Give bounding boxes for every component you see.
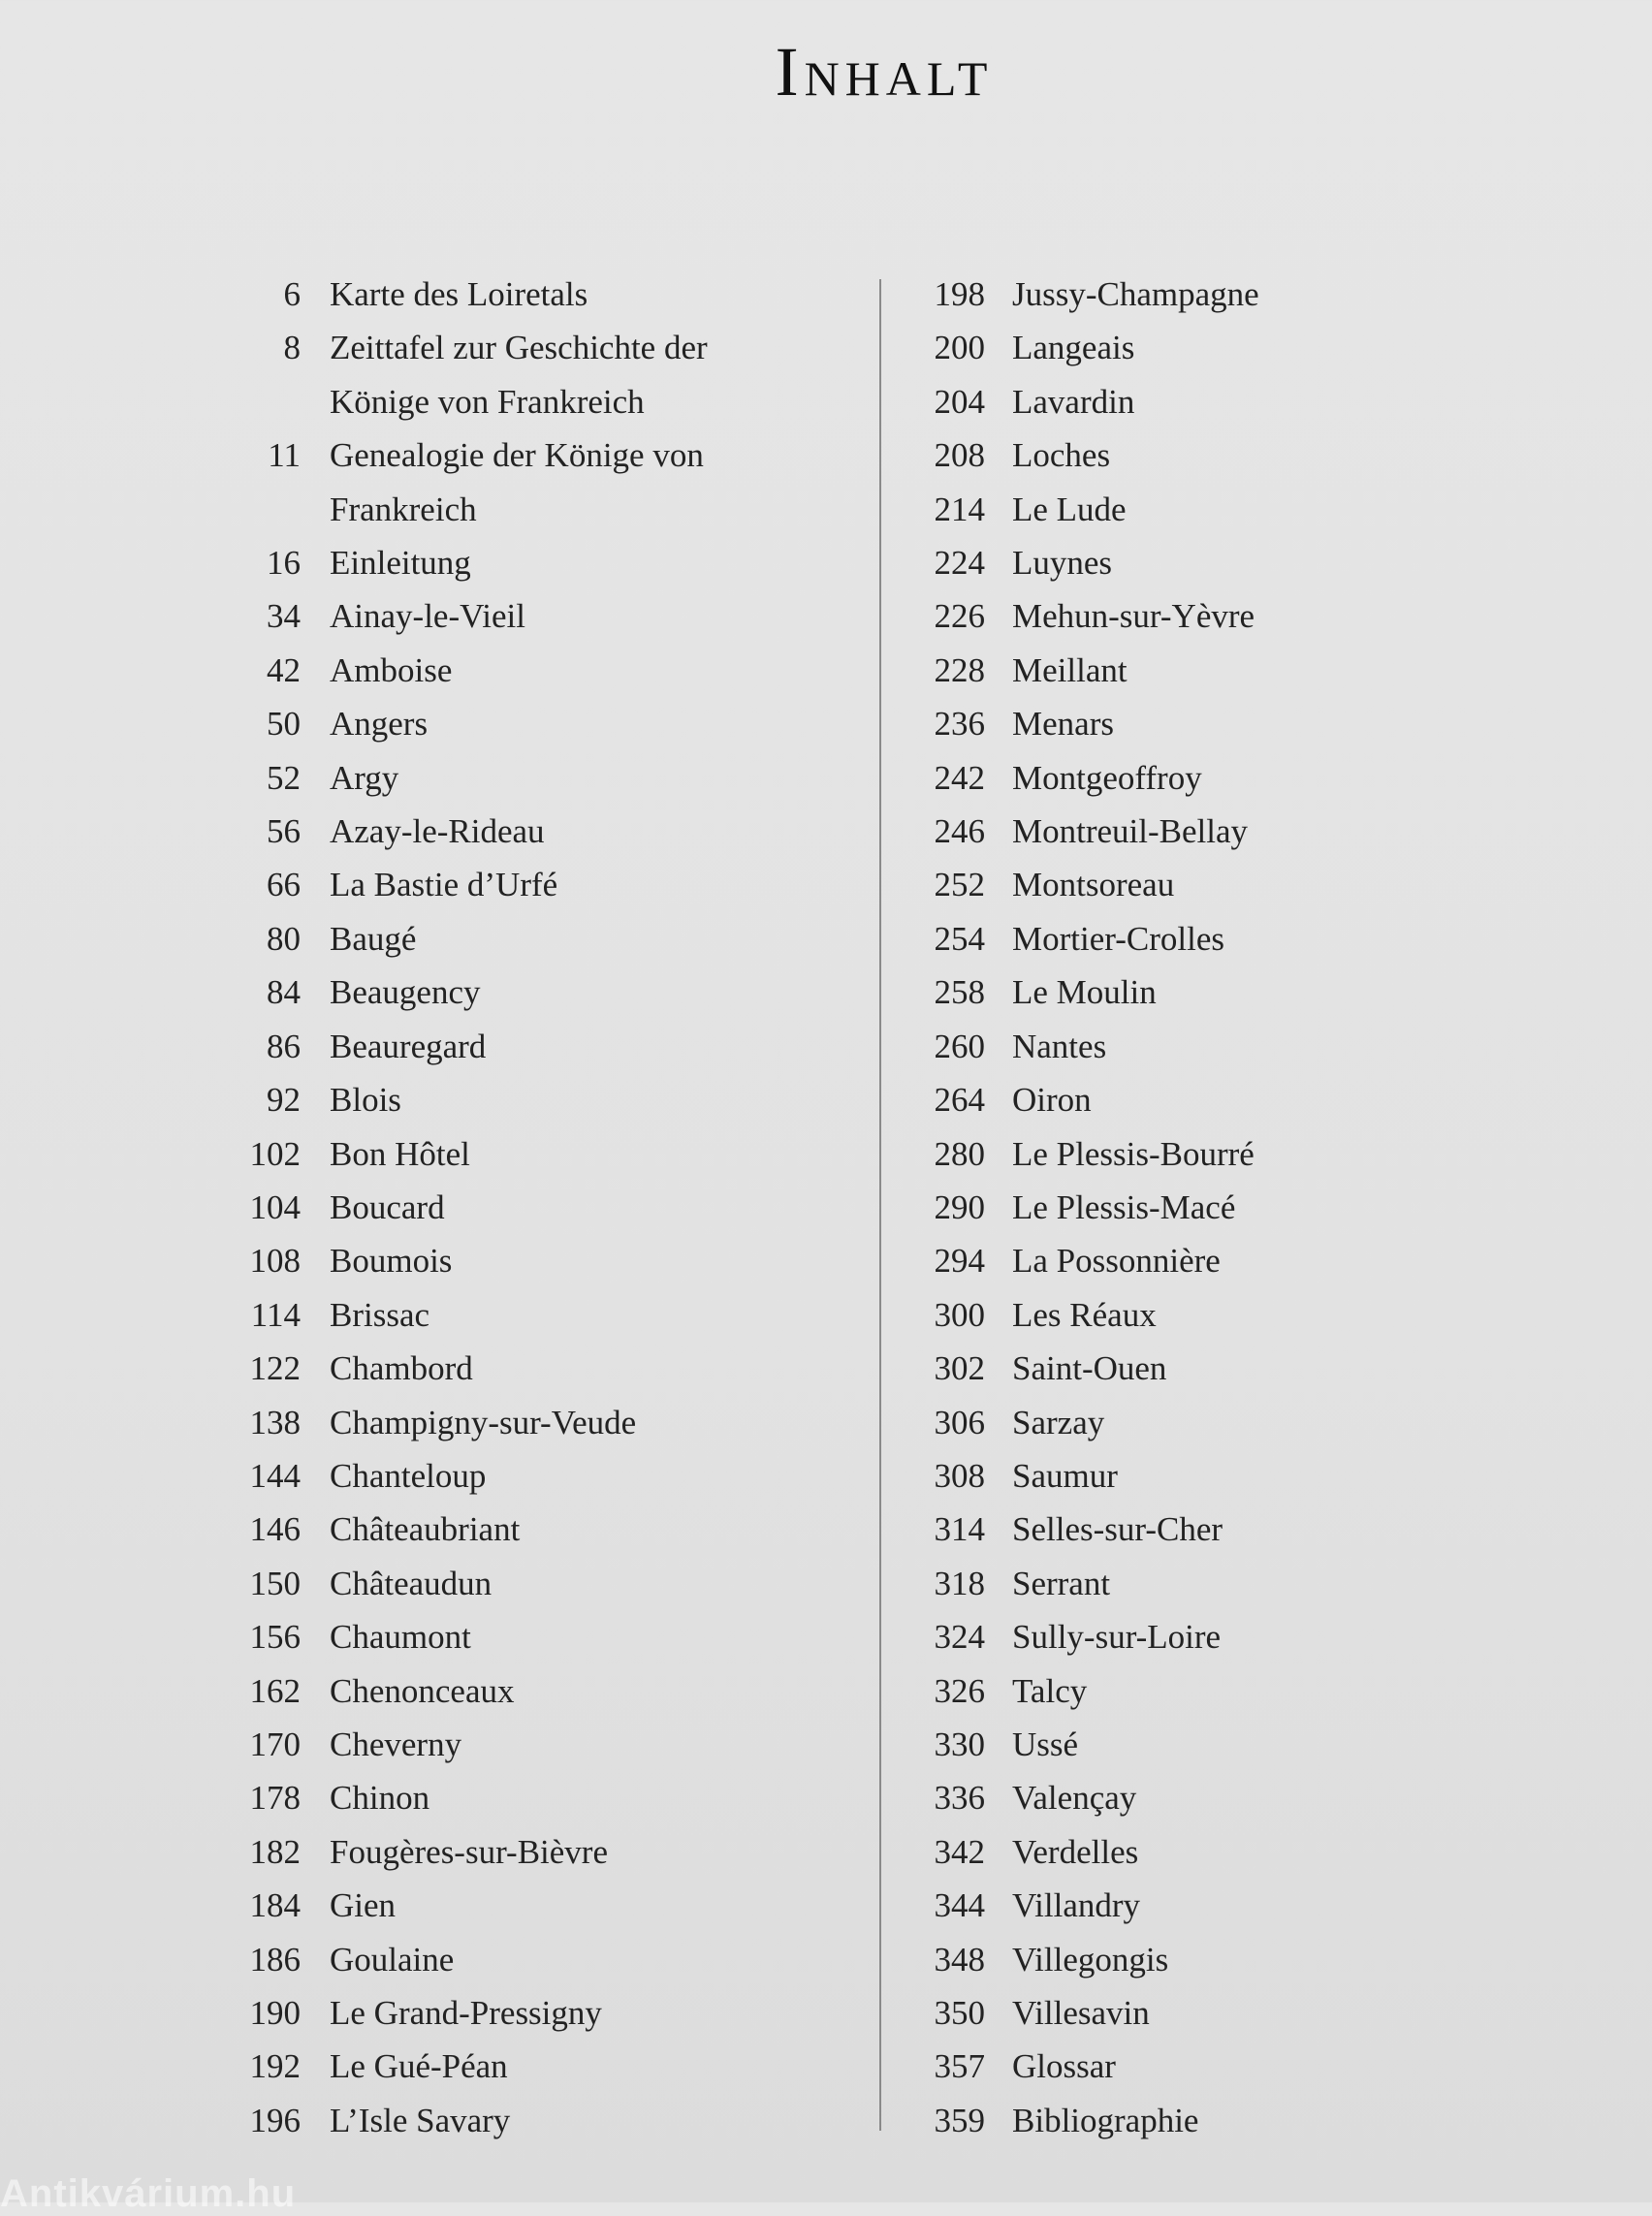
- toc-entry: [238, 1020, 859, 1073]
- toc-page-number: 52: [267, 758, 301, 797]
- toc-page-number: 254: [934, 919, 985, 958]
- toc-entry: [238, 268, 859, 321]
- toc-page-number: 280: [934, 1134, 985, 1173]
- toc-entry-title: Saint-Ouen: [1012, 1349, 1167, 1388]
- toc-entry-title: Villandry: [1012, 1886, 1141, 1925]
- toc-entry: [238, 912, 859, 966]
- toc-entry-title: Gien: [330, 1886, 397, 1925]
- toc-entry: [902, 1020, 1445, 1073]
- toc-right-column: [902, 268, 1445, 2147]
- toc-page-number: 86: [267, 1027, 301, 1065]
- toc-entry-title: Chaumont: [330, 1618, 471, 1657]
- toc-entry-title: Zeittafel zur Geschichte der: [330, 329, 708, 367]
- toc-page-number: 308: [934, 1456, 985, 1495]
- toc-entry-continuation: [238, 375, 859, 428]
- toc-page-number: 198: [934, 275, 985, 313]
- toc-entry: [238, 1181, 859, 1234]
- toc-page-number: 260: [934, 1027, 985, 1065]
- toc-entry: [902, 1610, 1445, 1663]
- toc-page-number: 84: [267, 973, 301, 1012]
- toc-entry: [902, 966, 1445, 1019]
- toc-page-number: 34: [267, 597, 301, 636]
- watermark-logo: Antikvárium.hu: [0, 2172, 297, 2215]
- toc-entry-title: Le Gué-Péan: [330, 2047, 508, 2086]
- toc-entry-title: Fougères-sur-Bièvre: [330, 1832, 608, 1871]
- toc-entry-title: Verdelles: [1012, 1832, 1139, 1871]
- toc-entry: [238, 1449, 859, 1503]
- toc-page-number: 242: [934, 758, 985, 797]
- toc-page-number: 336: [934, 1779, 985, 1818]
- toc-entry-title: Villegongis: [1012, 1940, 1169, 1979]
- toc-page-number: 342: [934, 1832, 985, 1871]
- toc-entry-title: Montsoreau: [1012, 866, 1175, 904]
- toc-entry-title: Ainay-le-Vieil: [330, 597, 525, 636]
- toc-entry-title: Loches: [1012, 436, 1111, 475]
- toc-entry: [902, 1396, 1445, 1449]
- toc-entry: [902, 858, 1445, 911]
- toc-entry-title: Châteaudun: [330, 1564, 492, 1602]
- toc-entry-title: Azay-le-Rideau: [330, 812, 545, 851]
- toc-entry-title: Saumur: [1012, 1456, 1118, 1495]
- toc-entry: [238, 1234, 859, 1287]
- toc-entry: [902, 1879, 1445, 1932]
- toc-page-number: 204: [934, 382, 985, 421]
- toc-page-number: 138: [249, 1403, 301, 1441]
- toc-entry: [238, 1503, 859, 1556]
- toc-entry-title: Frankreich: [330, 490, 477, 528]
- toc-page-number: 122: [249, 1349, 301, 1388]
- toc-entry: [238, 589, 859, 643]
- toc-page-number: 236: [934, 705, 985, 744]
- toc-entry-title: Bibliographie: [1012, 2101, 1199, 2139]
- toc-entry: [238, 1771, 859, 1824]
- toc-page-number: 162: [249, 1671, 301, 1710]
- toc-entry-title: La Bastie d’Urfé: [330, 866, 558, 904]
- toc-page-number: 224: [934, 544, 985, 583]
- toc-page-number: 300: [934, 1295, 985, 1334]
- toc-entry: [238, 2040, 859, 2093]
- toc-entry: [238, 428, 859, 482]
- toc-entry-title: Amboise: [330, 650, 453, 689]
- toc-page-number: 156: [249, 1618, 301, 1657]
- toc-entry: [902, 589, 1445, 643]
- toc-entry-title: Valençay: [1012, 1779, 1137, 1818]
- toc-entry: [902, 1449, 1445, 1503]
- toc-page-number: 357: [934, 2047, 985, 2086]
- toc-entry: [902, 428, 1445, 482]
- toc-entry: [238, 1288, 859, 1342]
- toc-page-number: 104: [249, 1187, 301, 1226]
- toc-page-number: 348: [934, 1940, 985, 1979]
- toc-entry-title: Le Plessis-Bourré: [1012, 1134, 1255, 1173]
- toc-entry-title: Boucard: [330, 1187, 445, 1226]
- toc-entry: [902, 644, 1445, 697]
- toc-entry: [902, 1073, 1445, 1126]
- toc-page-number: 252: [934, 866, 985, 904]
- toc-entry: [902, 697, 1445, 750]
- toc-entry-title: Sully-sur-Loire: [1012, 1618, 1222, 1657]
- toc-page-number: 80: [267, 919, 301, 958]
- toc-entry: [902, 1986, 1445, 2040]
- toc-entry: [238, 1396, 859, 1449]
- toc-entry-title: Argy: [330, 758, 399, 797]
- toc-entry-title: Le Moulin: [1012, 973, 1157, 1012]
- toc-page-number: 326: [934, 1671, 985, 1710]
- toc-entry-title: Brissac: [330, 1295, 430, 1334]
- toc-entry-title: Serrant: [1012, 1564, 1111, 1602]
- toc-entry: [902, 1127, 1445, 1181]
- toc-entry-title: Chinon: [330, 1779, 430, 1818]
- toc-entry-title: Lavardin: [1012, 382, 1135, 421]
- toc-page-number: 8: [283, 329, 301, 367]
- toc-entry-title: Le Grand-Pressigny: [330, 1994, 602, 2032]
- toc-page-number: 350: [934, 1994, 985, 2032]
- toc-entry-title: Beauregard: [330, 1027, 487, 1065]
- toc-entry: [902, 1503, 1445, 1556]
- toc-entry-title: Nantes: [1012, 1027, 1107, 1065]
- toc-entry: [902, 1234, 1445, 1287]
- toc-entry-title: Glossar: [1012, 2047, 1116, 2086]
- toc-entry: [902, 2040, 1445, 2093]
- toc-entry-title: Luynes: [1012, 544, 1113, 583]
- toc-page-number: 186: [249, 1940, 301, 1979]
- toc-entry: [238, 1933, 859, 1986]
- toc-entry: [902, 805, 1445, 858]
- toc-entry: [902, 1718, 1445, 1771]
- toc-entry: [238, 2094, 859, 2147]
- toc-entry-title: Bon Hôtel: [330, 1134, 470, 1173]
- toc-entry: [238, 1127, 859, 1181]
- toc-entry-title: Le Plessis-Macé: [1012, 1187, 1236, 1226]
- toc-page-number: 294: [934, 1242, 985, 1281]
- toc-entry: [238, 536, 859, 589]
- toc-entry: [238, 805, 859, 858]
- toc-entry: [902, 1771, 1445, 1824]
- toc-entry-title: Villesavin: [1012, 1994, 1150, 2032]
- toc-entry-title: Chambord: [330, 1349, 473, 1388]
- toc-page-number: 6: [283, 275, 301, 313]
- toc-entry: [902, 751, 1445, 805]
- toc-page-number: 246: [934, 812, 985, 851]
- toc-entry-title: Blois: [330, 1081, 401, 1120]
- toc-page-number: 226: [934, 597, 985, 636]
- toc-entry-title: Beaugency: [330, 973, 481, 1012]
- toc-page-number: 196: [249, 2101, 301, 2139]
- toc-entry: [238, 751, 859, 805]
- toc-entry-title: Einleitung: [330, 544, 471, 583]
- toc-entry-title: Le Lude: [1012, 490, 1127, 528]
- toc-entry-title: Mortier-Crolles: [1012, 919, 1224, 958]
- toc-entry: [238, 1073, 859, 1126]
- toc-page-number: 359: [934, 2101, 985, 2139]
- toc-entry-title: Montreuil-Bellay: [1012, 812, 1249, 851]
- toc-entry-title: Angers: [330, 705, 429, 744]
- toc-page-number: 258: [934, 973, 985, 1012]
- toc-entry-title: Menars: [1012, 705, 1114, 744]
- toc-page-number: 16: [267, 544, 301, 583]
- toc-page-number: 192: [249, 2047, 301, 2086]
- toc-entry-title: Meillant: [1012, 650, 1128, 689]
- toc-entry: [238, 1664, 859, 1718]
- toc-entry: [902, 536, 1445, 589]
- toc-entry: [902, 1664, 1445, 1718]
- toc-entry-continuation: [238, 483, 859, 536]
- toc-entry: [902, 1933, 1445, 1986]
- toc-entry: [902, 1557, 1445, 1610]
- toc-entry: [238, 1879, 859, 1932]
- toc-page-number: 200: [934, 329, 985, 367]
- toc-entry: [902, 1342, 1445, 1395]
- toc-entry-title: Talcy: [1012, 1671, 1088, 1710]
- toc-entry-title: Cheverny: [330, 1725, 462, 1763]
- toc-page-number: 108: [249, 1242, 301, 1281]
- toc-page-number: 290: [934, 1187, 985, 1226]
- toc-entry-title: Champigny-sur-Veude: [330, 1403, 637, 1441]
- toc-page-number: 56: [267, 812, 301, 851]
- toc-entry: [902, 375, 1445, 428]
- toc-entry: [902, 1825, 1445, 1879]
- toc-page-number: 184: [249, 1886, 301, 1925]
- toc-page-number: 228: [934, 650, 985, 689]
- page-title: Inhalt: [775, 33, 994, 111]
- toc-entry-title: Könige von Frankreich: [330, 382, 645, 421]
- toc-entry-title: Les Réaux: [1012, 1295, 1157, 1334]
- toc-page-number: 306: [934, 1403, 985, 1441]
- toc-page-number: 182: [249, 1832, 301, 1871]
- toc-entry-title: Karte des Loiretals: [330, 275, 588, 313]
- toc-entry: [902, 268, 1445, 321]
- toc-page-number: 150: [249, 1564, 301, 1602]
- toc-page-number: 102: [249, 1134, 301, 1173]
- toc-entry-title: Chenonceaux: [330, 1671, 515, 1710]
- toc-entry: [238, 1557, 859, 1610]
- toc-left-column: [238, 268, 859, 2147]
- toc-entry-title: Mehun-sur-Yèvre: [1012, 597, 1255, 636]
- toc-entry-title: Chanteloup: [330, 1456, 487, 1495]
- toc-entry: [238, 1986, 859, 2040]
- toc-page-number: 114: [250, 1295, 301, 1334]
- toc-entry: [238, 1825, 859, 1879]
- toc-entry-title: Ussé: [1012, 1725, 1079, 1763]
- toc-page-number: 314: [934, 1510, 985, 1549]
- toc-page-number: 11: [268, 436, 301, 475]
- toc-entry: [238, 1718, 859, 1771]
- toc-entry: [902, 2094, 1445, 2147]
- toc-entry-title: Goulaine: [330, 1940, 455, 1979]
- toc-entry-title: L’Isle Savary: [330, 2101, 511, 2139]
- toc-page-number: 190: [249, 1994, 301, 2032]
- toc-page-number: 66: [267, 866, 301, 904]
- toc-entry: [902, 912, 1445, 966]
- toc-entry: [238, 966, 859, 1019]
- toc-entry: [902, 1288, 1445, 1342]
- toc-entry-title: Montgeoffroy: [1012, 758, 1202, 797]
- toc-entry-title: Genealogie der Könige von: [330, 436, 704, 475]
- toc-entry: [238, 697, 859, 750]
- toc-entry-title: Boumois: [330, 1242, 453, 1281]
- toc-page-number: 50: [267, 705, 301, 744]
- toc-page-number: 92: [267, 1081, 301, 1120]
- toc-entry-title: Sarzay: [1012, 1403, 1105, 1441]
- toc-page-number: 178: [249, 1779, 301, 1818]
- toc-page-number: 330: [934, 1725, 985, 1763]
- toc-page-number: 144: [249, 1456, 301, 1495]
- toc-page-number: 170: [249, 1725, 301, 1763]
- toc-page-number: 318: [934, 1564, 985, 1602]
- toc-entry: [902, 321, 1445, 374]
- toc-page-number: 146: [249, 1510, 301, 1549]
- toc-page-number: 208: [934, 436, 985, 475]
- toc-entry: [238, 1342, 859, 1395]
- toc-entry-title: La Possonnière: [1012, 1242, 1221, 1281]
- toc-entry-title: Selles-sur-Cher: [1012, 1510, 1223, 1549]
- toc-page-number: 324: [934, 1618, 985, 1657]
- column-divider: [879, 279, 881, 2131]
- toc-entry: [902, 1181, 1445, 1234]
- toc-entry: [238, 644, 859, 697]
- toc-entry-title: Langeais: [1012, 329, 1135, 367]
- toc-entry-title: Jussy-Champagne: [1012, 275, 1259, 313]
- toc-entry-title: Baugé: [330, 919, 417, 958]
- toc-page-number: 302: [934, 1349, 985, 1388]
- toc-entry-title: Châteaubriant: [330, 1510, 521, 1549]
- toc-entry: [238, 321, 859, 374]
- toc-entry: [902, 483, 1445, 536]
- toc-page-number: 214: [934, 490, 985, 528]
- toc-page-number: 264: [934, 1081, 985, 1120]
- toc-entry: [238, 858, 859, 911]
- toc-entry-title: Oiron: [1012, 1081, 1092, 1120]
- toc-entry: [238, 1610, 859, 1663]
- toc-page-number: 344: [934, 1886, 985, 1925]
- toc-page-number: 42: [267, 650, 301, 689]
